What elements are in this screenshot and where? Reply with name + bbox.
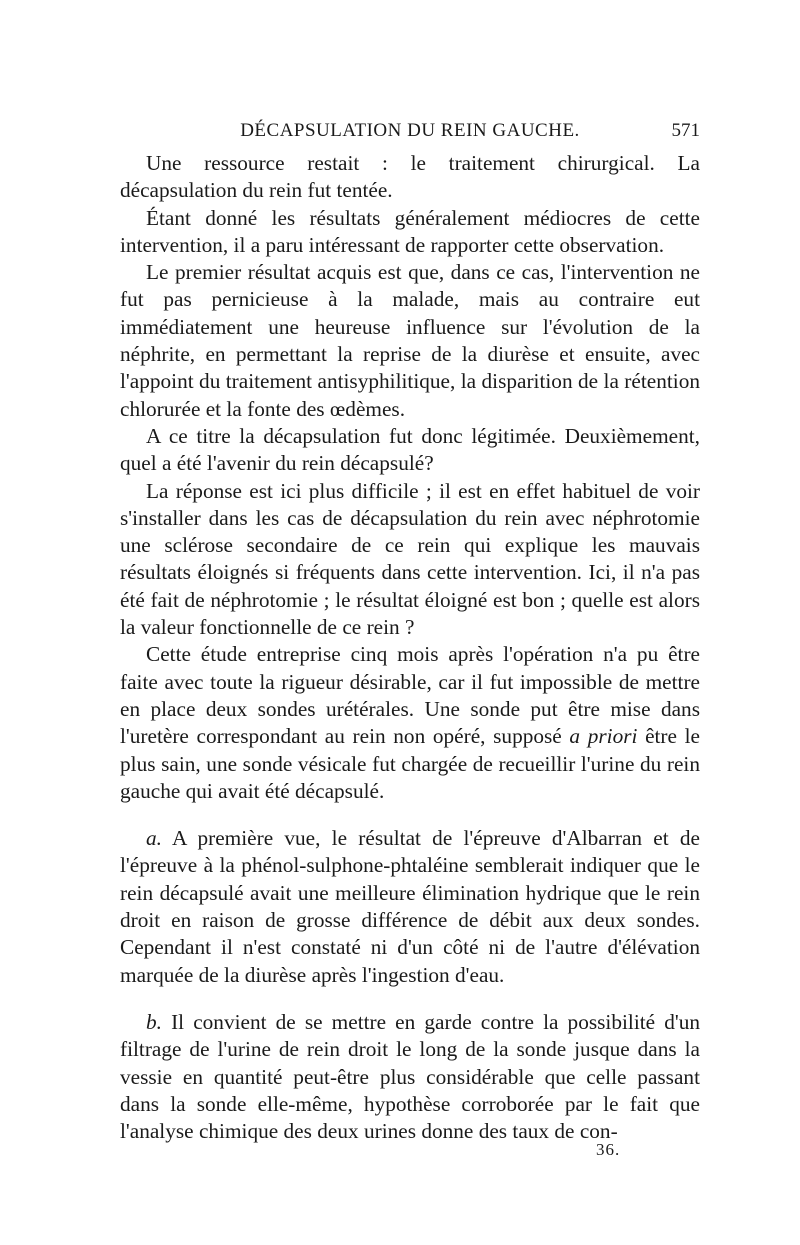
paragraph-1: Une ressource restait : le traitement chirurgical. La décapsulation du rein fut tentée. [120,151,700,203]
body-text [120,150,700,1145]
footer-signature: 36. [596,1140,621,1159]
a-priori-italic: a priori [569,724,638,749]
paragraph-5: La réponse est ici plus difficile ; il est en effet habituel de voir s'installer dans les cas de décapsulation du rein avec néphrotomie une sclérose secondaire de ce rein qui explique les mauvais résultats éloignés si fréquents dans cette intervention. Ici, il n'a pas été fait de néphrotomie ; le résultat éloigné est bon ; quelle est alors la valeur fonctionnelle de ce rein ? [120,478,700,640]
item-b-marker: b. [146,1009,162,1034]
paragraph-2: Étant donné les résultats généralement médiocres de cette intervention, il a paru intéressant de rapporter cette observation. [120,205,700,257]
running-head [120,116,700,146]
item-a-text: A première vue, le résultat de l'épreuve d'Albarran et de l'épreuve à la phénol-sulphone-phtaléine semblerait indiquer que le rein décapsulé avait une meilleure élimination hydrique que le rein droit en raison de grosse différence de débit aux deux sondes. Cependant il n'est constaté ni d'un côté ni de l'autre d'élévation marquée de la diurèse après l'ingestion d'eau. [120,826,700,987]
item-a-marker: a. [146,826,162,851]
item-b-text: Il convient de se mettre en garde contre la possibilité d'un filtrage de l'urine de rein droit le long de la sonde jusque dans la vessie en quantité peut-être plus considérable que celle passant dans la sonde elle-même, hypothèse corroborée par le fait que l'analyse chimique des deux urines donne des taux de con- [120,1009,700,1144]
paragraph-4: A ce titre la décapsulation fut donc légitimée. Deuxièmement, quel a été l'avenir du rein décapsulé? [120,423,700,476]
paragraph-3: Le premier résultat acquis est que, dans ce cas, l'intervention ne fut pas pernicieuse à la malade, mais au contraire eut immédiatement une heureuse influence sur l'évolution de la néphrite, en permettant la reprise de la diurèse et ensuite, avec l'appoint du traitement antisyphilitique, la disparition de la rétention chlorurée et la fonte des œdèmes. [120,260,700,421]
paragraph-6-text-start: Cette étude entreprise cinq mois après l'opération n'a pu être faite avec toute la rigueur désirable, car il fut impossible de mettre en place deux sondes urétérales. Une sonde put être mise dans l'uretère correspondant au rein non opéré, supposé [120,642,700,749]
item-b-paragraph [120,1009,700,1145]
paragraph-6 [120,641,700,805]
page-number: 571 [671,120,700,141]
item-a-paragraph [120,825,700,989]
paragraph-6-text-end: être le plus sain, une sonde vésicale fut chargée de recueillir l'urine du rein gauche qui avait été décapsulé. [120,724,700,803]
running-title: DÉCAPSULATION DU REIN GAUCHE. [240,120,580,141]
